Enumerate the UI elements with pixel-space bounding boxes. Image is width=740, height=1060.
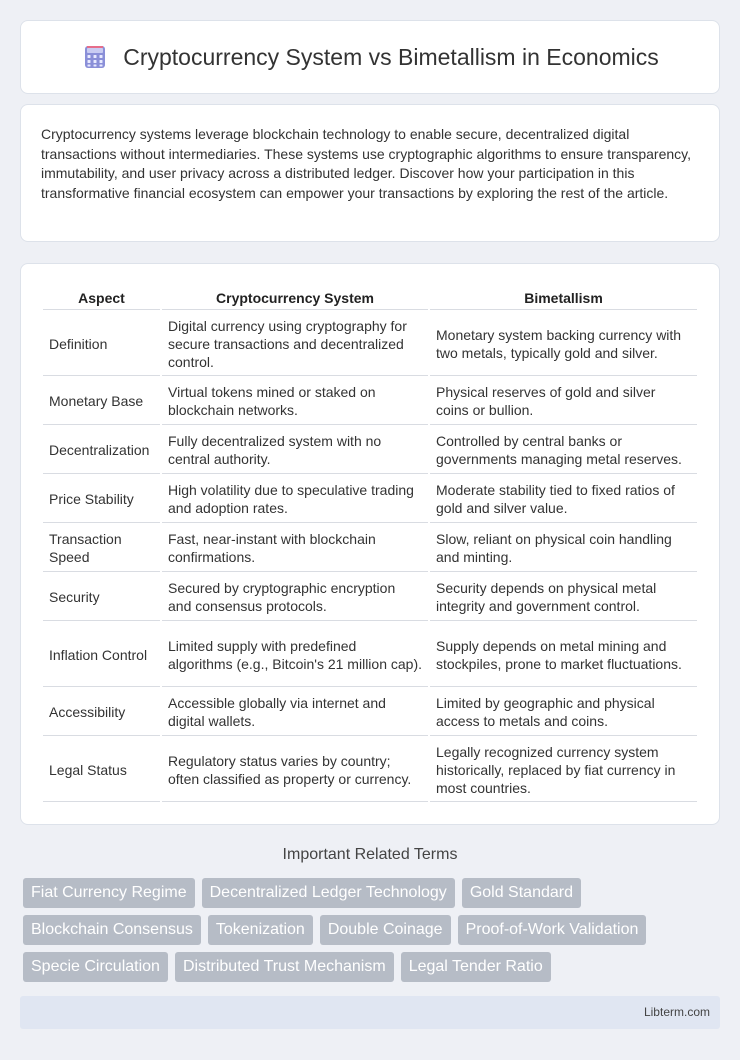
related-terms-list [23,878,723,989]
intro-paragraph: Cryptocurrency systems leverage blockchain technology to enable secure, decentralized digital transactions without intermediaries. These systems use cryptographic algorithms to ensure transparency, immutability, and user privacy across a distributed ledger. Discover how your participation in this transformative financial ecosystem can empower your transactions by exploring the rest of the article. [41,126,692,201]
footer [20,996,720,1029]
tag-row [23,952,723,982]
aspect-cell: Legal Status [43,738,160,802]
related-term-tag[interactable]: Legal Tender Ratio [401,952,551,982]
intro-card [20,104,720,242]
column-header-bimetallism: Bimetallism [430,286,697,310]
comparison-table [41,284,699,804]
header-card [20,20,720,94]
bimetallism-cell: Limited by geographic and physical access to metals and coins. [430,689,697,736]
aspect-cell: Security [43,574,160,621]
table-row [43,574,697,621]
aspect-cell: Decentralization [43,427,160,474]
table-row [43,689,697,736]
footer-site-link[interactable]: Libterm.com [643,1005,710,1019]
bimetallism-cell: Monetary system backing currency with two metals, typically gold and silver. [430,312,697,376]
related-term-tag[interactable]: Double Coinage [320,915,451,945]
related-term-tag[interactable]: Specie Circulation [23,952,168,982]
bimetallism-cell: Security depends on physical metal integrity and government control. [430,574,697,621]
bimetallism-cell: Slow, reliant on physical coin handling and minting. [430,525,697,572]
table-header-row [43,286,697,310]
crypto-cell: Accessible globally via internet and digital wallets. [162,689,428,736]
bimetallism-cell: Physical reserves of gold and silver coins or bullion. [430,378,697,425]
related-term-tag[interactable]: Decentralized Ledger Technology [202,878,455,908]
crypto-cell: Virtual tokens mined or staked on blockchain networks. [162,378,428,425]
crypto-cell: Limited supply with predefined algorithms (e.g., Bitcoin's 21 million cap). [162,623,428,687]
related-term-tag[interactable]: Proof-of-Work Validation [458,915,647,945]
related-term-tag[interactable]: Distributed Trust Mechanism [175,952,394,982]
crypto-cell: Fully decentralized system with no central authority. [162,427,428,474]
aspect-cell: Definition [43,312,160,376]
related-term-tag[interactable]: Fiat Currency Regime [23,878,195,908]
table-row [43,623,697,687]
related-terms-title: Important Related Terms [282,846,458,863]
bimetallism-cell: Legally recognized currency system historically, replaced by fiat currency in most countries. [430,738,697,802]
column-header-crypto: Cryptocurrency System [162,286,428,310]
bimetallism-cell: Controlled by central banks or governments managing metal reserves. [430,427,697,474]
tag-row [23,878,723,908]
tag-row [23,915,723,945]
table-row [43,525,697,572]
column-header-aspect: Aspect [43,286,160,310]
related-term-tag[interactable]: Tokenization [208,915,313,945]
aspect-cell: Monetary Base [43,378,160,425]
comparison-card [20,263,720,825]
aspect-cell: Transaction Speed [43,525,160,572]
bimetallism-cell: Moderate stability tied to fixed ratios of gold and silver value. [430,476,697,523]
crypto-cell: Fast, near-instant with blockchain confirmations. [162,525,428,572]
table-row [43,738,697,802]
related-term-tag[interactable]: Blockchain Consensus [23,915,201,945]
crypto-cell: Digital currency using cryptography for secure transactions and decentralized control. [162,312,428,376]
page-title: Cryptocurrency System vs Bimetallism in Economics [123,43,659,70]
table-row [43,312,697,376]
calculator-icon [81,43,109,71]
title-wrap [81,43,659,71]
table-row [43,378,697,425]
related-term-tag[interactable]: Gold Standard [462,878,581,908]
aspect-cell: Accessibility [43,689,160,736]
crypto-cell: Regulatory status varies by country; often classified as property or currency. [162,738,428,802]
aspect-cell: Price Stability [43,476,160,523]
bimetallism-cell: Supply depends on metal mining and stockpiles, prone to market fluctuations. [430,623,697,687]
table-row [43,476,697,523]
aspect-cell: Inflation Control [43,623,160,687]
crypto-cell: High volatility due to speculative trading and adoption rates. [162,476,428,523]
table-row [43,427,697,474]
crypto-cell: Secured by cryptographic encryption and consensus protocols. [162,574,428,621]
